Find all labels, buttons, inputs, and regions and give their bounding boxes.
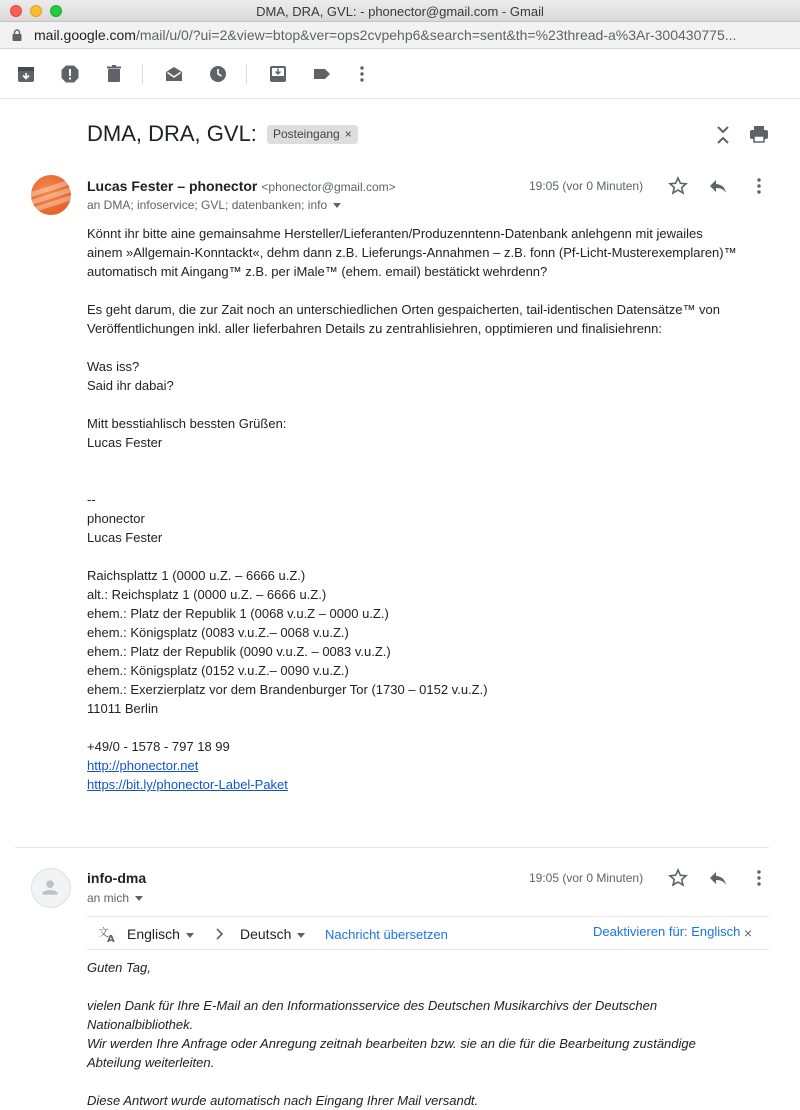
- source-language-label: Englisch: [127, 926, 180, 942]
- body-line: Raichsplattz 1 (0000 u.Z. – 6666 u.Z.): [87, 568, 306, 583]
- body-line: Nationalbibliothek.: [87, 1017, 194, 1032]
- phone-number: +49/0 - 1578 - 797 18 99: [87, 739, 230, 754]
- body-line: ehem.: Platz der Republik (0090 v.u.Z. – 0083 v.u.Z.): [87, 644, 391, 659]
- window-titlebar: [0, 0, 800, 22]
- recipients-text: an mich: [87, 891, 130, 905]
- address-bar[interactable]: [0, 22, 800, 49]
- target-language-label: Deutsch: [240, 926, 292, 942]
- body-line: Said ihr dabai?: [87, 378, 174, 393]
- mark-unread-icon[interactable]: [164, 64, 184, 84]
- signature-separator: --: [87, 492, 96, 507]
- svg-text:文: 文: [98, 926, 109, 939]
- more-vert-icon[interactable]: [352, 64, 372, 84]
- message-time: 19:05 (vor 0 Minuten): [529, 871, 644, 885]
- body-line: Könnt ihr bitte aine gemainsahme Hersteller/Lieferanten/Produzenntenn-Datenbank anlehgenn mit jewailes: [87, 226, 703, 241]
- body-line: [87, 547, 767, 566]
- print-icon[interactable]: [749, 124, 769, 144]
- sender-avatar[interactable]: [31, 868, 71, 908]
- dropdown-icon: [186, 933, 194, 938]
- body-line: [87, 338, 767, 357]
- body-line: Es geht darum, die zur Zait noch an unterschiedlichen Orten gespaicherten, tail-identischen Datensätze™ von: [87, 302, 721, 317]
- source-language-select[interactable]: [127, 926, 194, 942]
- close-translate-bar-button[interactable]: ×: [744, 925, 753, 941]
- message-body: [87, 958, 767, 1110]
- sender-name: Lucas Fester – phonector: [87, 178, 258, 194]
- reply-icon[interactable]: [708, 868, 728, 888]
- body-line: ainem »Allgemain-Konntackt«, dehm dann z.B. Lieferungs-Annahmen – z.B. fonn (Pf-Licht-Musterexemplaren)™: [87, 245, 737, 260]
- report-spam-icon[interactable]: [60, 64, 80, 84]
- label-icon[interactable]: [312, 64, 332, 84]
- message-sender[interactable]: [87, 178, 396, 194]
- move-to-icon[interactable]: [268, 64, 288, 84]
- body-line: vielen Dank für Ihre E-Mail an den Informationsservice des Deutschen Musikarchivs der Deutschen: [87, 998, 658, 1013]
- body-line: [87, 395, 767, 414]
- recipients-line[interactable]: [87, 891, 143, 905]
- body-line: ehem.: Exerzierplatz vor dem Brandenburger Tor (1730 – 0152 v.u.Z.): [87, 682, 488, 697]
- body-line: Lucas Fester: [87, 435, 163, 450]
- body-line: ehem.: Platz der Republik 1 (0068 v.u.Z – 0000 u.Z.): [87, 606, 389, 621]
- person-icon: [32, 869, 70, 907]
- star-icon[interactable]: [668, 868, 688, 888]
- body-line: Diese Antwort wurde automatisch nach Eingang Ihrer Mail versandt.: [87, 1093, 479, 1108]
- body-line: [87, 718, 767, 737]
- message-toolbar: [0, 49, 800, 99]
- collapse-all-icon[interactable]: [713, 124, 733, 146]
- body-line: Lucas Fester: [87, 530, 163, 545]
- body-line: [87, 281, 767, 300]
- translate-message-link[interactable]: Nachricht übersetzen: [325, 927, 448, 942]
- thread-subject: DMA, DRA, GVL:: [87, 121, 257, 146]
- recipients-line[interactable]: [87, 198, 341, 212]
- window-title: DMA, DRA, GVL: - phonector@gmail.com - Gmail: [256, 4, 544, 19]
- show-details-icon[interactable]: [135, 896, 143, 901]
- body-line: [87, 977, 767, 996]
- body-line: phonector: [87, 511, 145, 526]
- body-line: ehem.: Königsplatz (0152 v.u.Z.– 0090 v.u.Z.): [87, 663, 349, 678]
- body-line: Guten Tag,: [87, 960, 151, 975]
- body-line: [87, 471, 767, 490]
- body-line: alt.: Reichsplatz 1 (0000 u.Z. – 6666 u.Z.): [87, 587, 327, 602]
- translate-icon: [97, 924, 117, 944]
- delete-icon[interactable]: [104, 64, 124, 84]
- message-time: 19:05 (vor 0 Minuten): [529, 179, 644, 193]
- chevron-right-icon: [214, 928, 224, 940]
- body-line: Mitt besstiahlisch bessten Grüßen:: [87, 416, 287, 431]
- inbox-label-text: Posteingang: [273, 127, 340, 141]
- message-divider: [15, 847, 769, 848]
- target-language-select[interactable]: [240, 926, 305, 942]
- body-line: ehem.: Königsplatz (0083 v.u.Z.– 0068 v.u.Z.): [87, 625, 349, 640]
- sender-email: <phonector@gmail.com>: [261, 180, 396, 194]
- remove-label-button[interactable]: ×: [344, 127, 352, 141]
- body-line: Veröffentlichungen inkl. aller lieferbahren Details zu zentrahlisiehren, opptimieren und finalisiehrenn:: [87, 321, 662, 336]
- body-line: 11011 Berlin: [87, 701, 159, 716]
- body-line: Abteilung weiterleiten.: [87, 1055, 215, 1070]
- body-line: automatisch mit Aingang™ z.B. per iMale™ (ehem. email) bestätickt wehrdenn?: [87, 264, 548, 279]
- dropdown-icon: [297, 933, 305, 938]
- more-options-icon[interactable]: [749, 868, 769, 888]
- translate-bar: [87, 916, 769, 950]
- archive-icon[interactable]: [16, 64, 36, 84]
- body-line: Wir werden Ihre Anfrage oder Anregung zeitnah bearbeiten bzw. sie an die für die Bearbeitung zuständige: [87, 1036, 696, 1051]
- body-line: Was iss?: [87, 359, 140, 374]
- show-details-icon[interactable]: [333, 203, 341, 208]
- label-package-link[interactable]: https://bit.ly/phonector-Label-Paket: [87, 777, 288, 792]
- website-link[interactable]: http://phonector.net: [87, 758, 199, 773]
- disable-translation-link[interactable]: Deaktivieren für: Englisch: [593, 924, 741, 939]
- body-line: [87, 1072, 767, 1091]
- star-icon[interactable]: [668, 176, 688, 196]
- svg-text:A: A: [107, 934, 115, 945]
- more-options-icon[interactable]: [749, 176, 769, 196]
- sender-avatar[interactable]: [31, 175, 71, 215]
- reply-icon[interactable]: [708, 176, 728, 196]
- message-body: [87, 224, 767, 794]
- toolbar-separator: [142, 64, 143, 84]
- url-text[interactable]: mail.google.com/mail/u/0/?ui=2&view=btop&ver=ops2cvpehp6&search=sent&th=%23thread-a%3Ar-300430775...: [34, 27, 737, 43]
- body-line: [87, 452, 767, 471]
- message-sender[interactable]: info-dma: [87, 870, 147, 886]
- inbox-label-chip: [267, 125, 358, 144]
- toolbar-separator: [246, 64, 247, 84]
- recipients-text: an DMA; infoservice; GVL; datenbanken; info: [87, 198, 328, 212]
- snooze-icon[interactable]: [208, 64, 228, 84]
- lock-icon: [12, 29, 22, 41]
